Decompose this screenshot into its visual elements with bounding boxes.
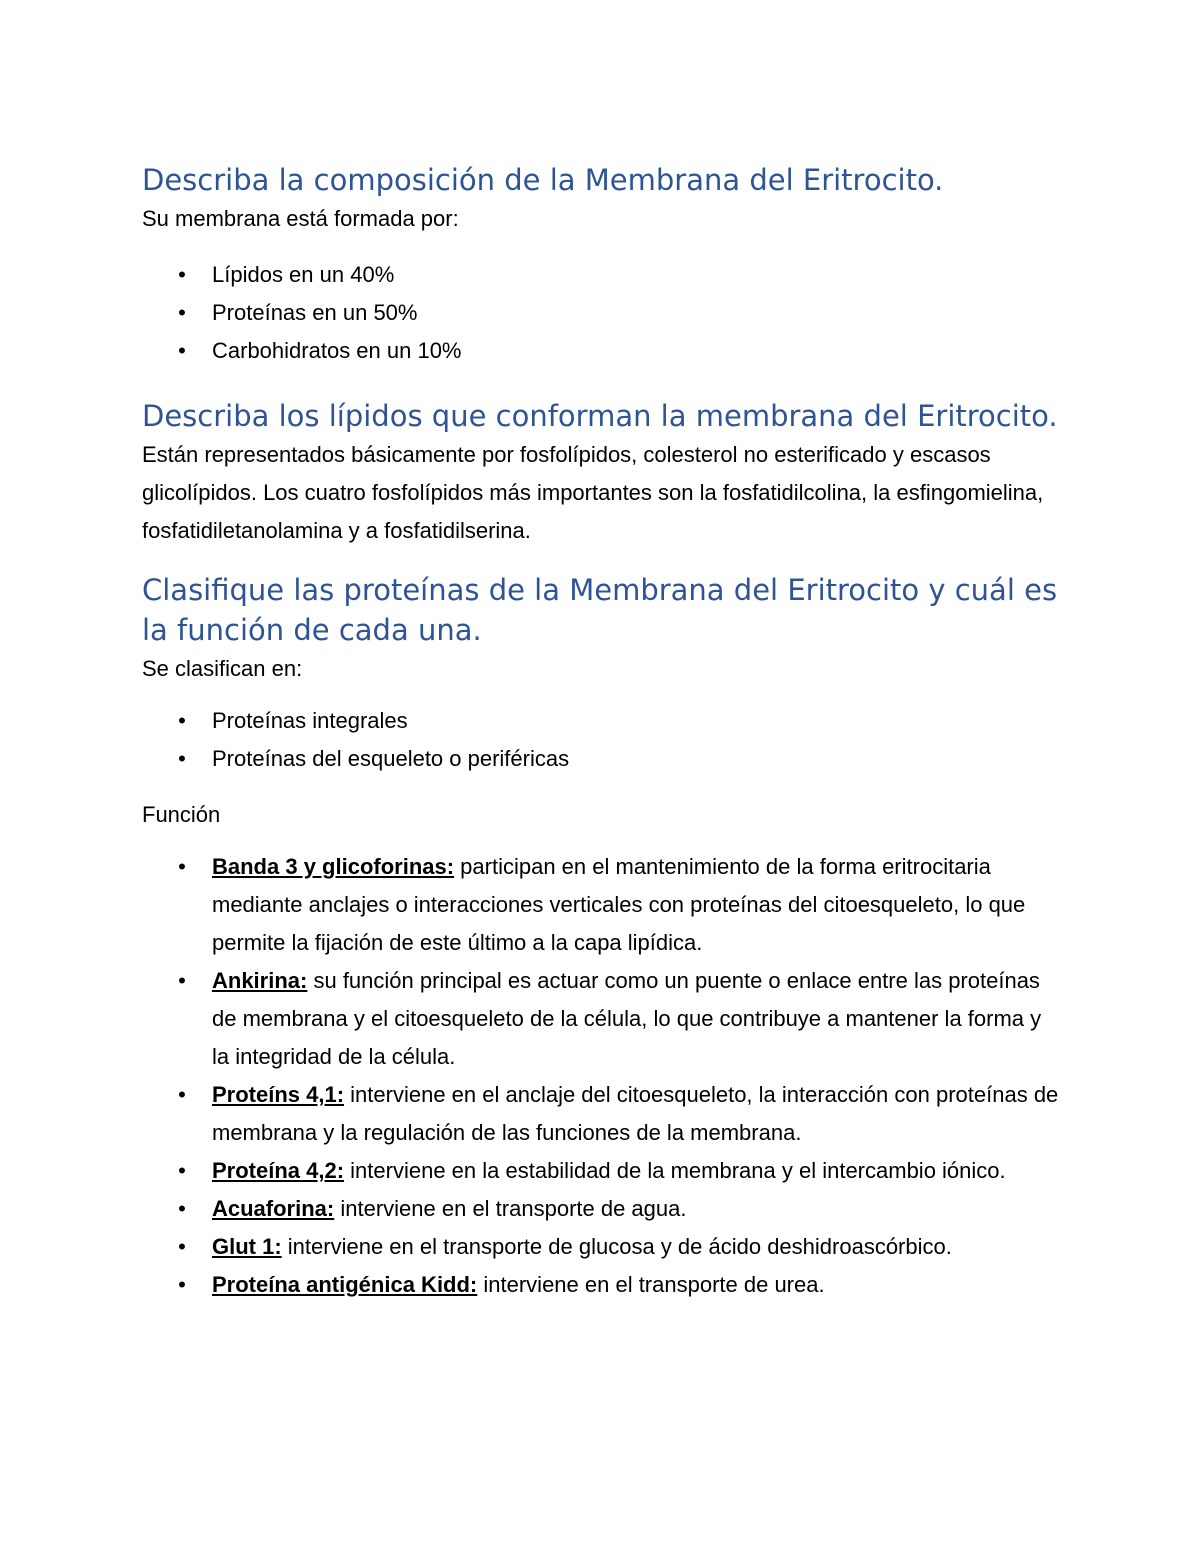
protein-description: interviene en el transporte de agua. (334, 1196, 687, 1221)
bullet-icon: • (178, 746, 186, 771)
protein-term: Glut 1: (212, 1234, 282, 1259)
protein-term: Ankirina: (212, 968, 308, 993)
heading-membrane-composition: Describa la composición de la Membrana del Eritrocito. (142, 163, 944, 197)
list-item (142, 1228, 1062, 1266)
bullet-icon: • (178, 968, 186, 993)
list-item (142, 1076, 1062, 1152)
list-item: • Carbohidratos en un 10% (142, 332, 1062, 370)
protein-description: interviene en el transporte de urea. (477, 1272, 825, 1297)
list-item: • Proteínas en un 50% (142, 294, 1062, 332)
protein-term: Proteína antigénica Kidd: (212, 1272, 478, 1297)
protein-description: interviene en la estabilidad de la membrana y el intercambio iónico. (344, 1158, 1006, 1183)
protein-description: interviene en el transporte de glucosa y de ácido deshidroascórbico. (281, 1234, 952, 1259)
bullet-icon: • (178, 300, 186, 325)
protein-term: Acuaforina: (212, 1196, 335, 1221)
membrane-lipids-paragraph: Están representados básicamente por fosfolípidos, colesterol no esterificado y escasos glicolípidos. Los cuatro fosfolípidos más importantes son la fosfatidilcolina, la esfingomielina, fosfatidiletanolamina y a fosfatidilserina. (142, 442, 1044, 543)
bullet-icon: • (178, 262, 186, 287)
bullet-icon: • (178, 1158, 186, 1183)
heading-membrane-proteins: Clasifique las proteínas de la Membrana del Eritrocito y cuál es la función de cada una. (142, 573, 1058, 647)
bullet-icon: • (178, 1234, 186, 1259)
bullet-icon: • (178, 338, 186, 363)
function-label: Función (142, 802, 221, 827)
list-item (142, 1190, 1062, 1228)
bullet-icon: • (178, 708, 186, 733)
list-item (142, 1152, 1062, 1190)
membrane-composition-intro: Su membrana está formada por: (142, 206, 459, 231)
list-item (142, 962, 1062, 1076)
heading-membrane-lipids: Describa los lípidos que conforman la membrana del Eritrocito. (142, 399, 1058, 433)
protein-term: Proteína 4,2: (212, 1158, 345, 1183)
protein-description: su función principal es actuar como un puente o enlace entre las proteínas de membrana y el citoesqueleto de la célula, lo que contribuye a mantener la forma y la integridad de la célula. (212, 968, 1042, 1069)
protein-functions-list (142, 848, 1062, 1304)
protein-term: Banda 3 y glicoforinas: (212, 854, 455, 879)
bullet-icon: • (178, 854, 186, 879)
list-item (142, 1266, 1062, 1304)
protein-term: Proteíns 4,1: (212, 1082, 345, 1107)
bullet-icon: • (178, 1196, 186, 1221)
list-item (142, 848, 1062, 962)
list-item: • Proteínas del esqueleto o periféricas (142, 740, 1062, 778)
composition-list (142, 256, 1062, 370)
document-page (142, 160, 1062, 1304)
bullet-icon: • (178, 1082, 186, 1107)
membrane-proteins-intro: Se clasifican en: (142, 656, 303, 681)
protein-description: interviene en el anclaje del citoesqueleto, la interacción con proteínas de membrana y la regulación de las funciones de la membrana. (212, 1082, 1059, 1145)
protein-description: participan en el mantenimiento de la forma eritrocitaria mediante anclajes o interacciones verticales con proteínas del citoesqueleto, lo que permite la fijación de este último a la capa lipídica. (212, 854, 1026, 955)
bullet-icon: • (178, 1272, 186, 1297)
list-item: • Proteínas integrales (142, 702, 1062, 740)
list-item: • Lípidos en un 40% (142, 256, 1062, 294)
protein-classes-list (142, 702, 1062, 778)
